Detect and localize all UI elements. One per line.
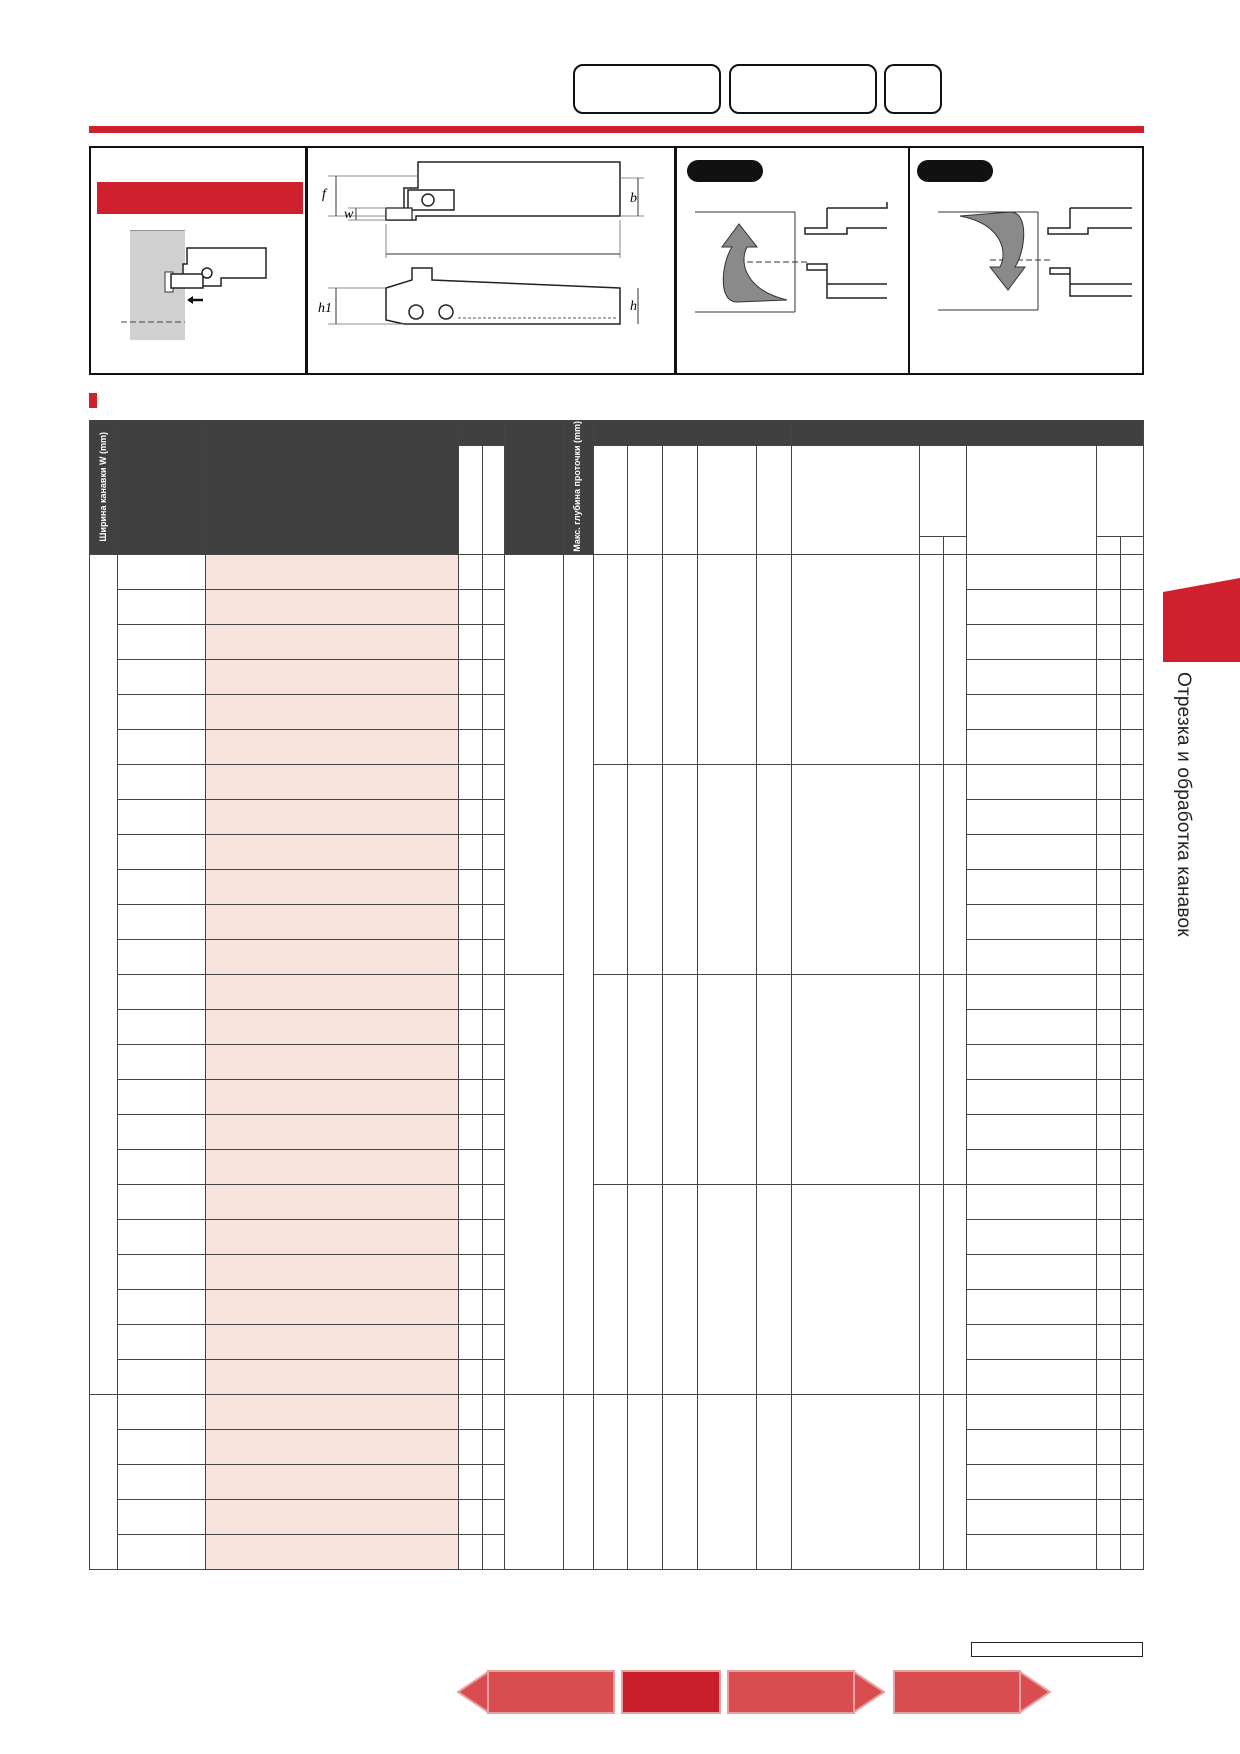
toolholder-code-cell	[118, 974, 206, 1009]
insert-code-cell	[967, 904, 1096, 939]
toolholder-code-cell	[118, 1079, 206, 1114]
stock-l-cell	[482, 589, 504, 624]
insert-stock-cell	[1120, 904, 1143, 939]
insert-stock-cell	[1120, 1394, 1143, 1429]
parts-cell	[792, 554, 920, 764]
stock-l-cell	[482, 1009, 504, 1044]
insert-code-cell	[967, 974, 1096, 1009]
col-width-header: Ширина канавки W (mm)	[90, 421, 118, 555]
insert-stock-cell	[1120, 729, 1143, 764]
table-row	[90, 1394, 1144, 1429]
group-cell	[504, 1394, 563, 1569]
insert-stock-cell	[1096, 1534, 1120, 1569]
catalog-number-cell[interactable]	[206, 1359, 458, 1394]
insert-code-cell	[967, 1324, 1096, 1359]
catalog-number-cell[interactable]	[206, 939, 458, 974]
insert-code-cell	[967, 659, 1096, 694]
insert-code-cell	[967, 1044, 1096, 1079]
insert-stock-cell	[1096, 1114, 1120, 1149]
insert-stock-cell	[1096, 1394, 1120, 1429]
svg-text:h: h	[630, 299, 637, 314]
application-label-bar	[97, 182, 303, 214]
catalog-number-cell[interactable]	[206, 1429, 458, 1464]
catalog-number-cell[interactable]	[206, 799, 458, 834]
insert-stock-cell	[1096, 1254, 1120, 1289]
stock-l-cell	[482, 1289, 504, 1324]
insert-stock-cell	[1096, 904, 1120, 939]
stock-r-cell	[458, 1534, 482, 1569]
insert-stock-cell	[1120, 1289, 1143, 1324]
stock-l-cell	[482, 869, 504, 904]
insert-stock-cell	[1120, 834, 1143, 869]
stock-r-cell	[458, 589, 482, 624]
toolholder-code-cell	[118, 904, 206, 939]
max-depth-cell	[563, 1394, 593, 1569]
insert-stock-cell	[1096, 589, 1120, 624]
insert-stock-cell	[1096, 939, 1120, 974]
insert-stock-cell	[1120, 659, 1143, 694]
stock-l-cell	[482, 694, 504, 729]
stock-r-cell	[458, 694, 482, 729]
parts-cell	[944, 1184, 967, 1394]
stock-l-cell	[482, 974, 504, 1009]
dimension-cell	[697, 974, 756, 1184]
insert-code-cell	[967, 939, 1096, 974]
stock-r-cell	[458, 624, 482, 659]
insert-stock-cell	[1120, 1464, 1143, 1499]
dimension-cell	[697, 1394, 756, 1569]
parts-cell	[920, 764, 944, 974]
toolholder-code-cell	[118, 1009, 206, 1044]
insert-stock-cell	[1096, 1359, 1120, 1394]
catalog-number-cell[interactable]	[206, 1499, 458, 1534]
dimension-cell	[697, 554, 756, 764]
insert-code-cell	[967, 1394, 1096, 1429]
insert-code-cell	[967, 1499, 1096, 1534]
col-header-3	[206, 421, 458, 555]
catalog-number-cell[interactable]	[206, 1114, 458, 1149]
stock-l-cell	[482, 1149, 504, 1184]
stock-r-cell	[458, 729, 482, 764]
parts-cell	[920, 1394, 944, 1569]
insert-code-cell	[967, 1009, 1096, 1044]
stock-r-cell	[458, 1464, 482, 1499]
catalog-number-cell[interactable]	[206, 764, 458, 799]
stock-l-cell	[482, 1499, 504, 1534]
stock-r-cell	[458, 1219, 482, 1254]
stock-r-cell	[458, 659, 482, 694]
insert-stock-cell	[1120, 764, 1143, 799]
catalog-number-cell[interactable]	[206, 1254, 458, 1289]
stock-r-cell	[458, 1009, 482, 1044]
catalog-number-cell[interactable]	[206, 554, 458, 589]
toolholder-code-cell	[118, 1044, 206, 1079]
insert-stock-cell	[1096, 729, 1120, 764]
insert-stock-cell	[1096, 1324, 1120, 1359]
stock-l-cell	[482, 834, 504, 869]
dimension-cell	[662, 554, 697, 764]
max-depth-cell	[563, 554, 593, 1394]
insert-stock-cell	[1096, 1499, 1120, 1534]
insert-stock-cell	[1096, 1429, 1120, 1464]
parts-cell	[792, 974, 920, 1184]
insert-stock-cell	[1096, 834, 1120, 869]
toolholder-code-cell	[118, 1534, 206, 1569]
stock-r-cell	[458, 834, 482, 869]
insert-stock-cell	[1096, 624, 1120, 659]
group-cell	[504, 554, 563, 974]
toolholder-code-cell	[118, 1289, 206, 1324]
tool-holder-diagram-icon	[308, 148, 674, 373]
stock-l-cell	[482, 729, 504, 764]
stock-l-cell	[482, 1184, 504, 1219]
insert-stock-cell	[1120, 974, 1143, 1009]
parts-cell	[920, 974, 944, 1184]
page-footer-box	[971, 1642, 1143, 1657]
insert-stock-cell	[1120, 554, 1143, 589]
insert-code-cell	[967, 1534, 1096, 1569]
insert-code-cell	[967, 1464, 1096, 1499]
dimension-cell	[662, 1394, 697, 1569]
parts-cell	[944, 764, 967, 974]
toolholder-code-cell	[118, 1149, 206, 1184]
nav-current-button[interactable]	[621, 1670, 721, 1714]
insert-stock-cell	[1096, 974, 1120, 1009]
right-arrow-icon[interactable]	[1018, 1670, 1054, 1714]
table-header-row-1	[90, 421, 1144, 446]
spec-table	[89, 420, 1144, 1570]
toolholder-code-cell	[118, 624, 206, 659]
catalog-number-cell[interactable]	[206, 694, 458, 729]
catalog-number-cell[interactable]	[206, 869, 458, 904]
stock-l-cell	[482, 939, 504, 974]
catalog-number-cell[interactable]	[206, 729, 458, 764]
insert-stock-cell	[1120, 939, 1143, 974]
insert-code-cell	[967, 729, 1096, 764]
dimension-cell	[757, 1184, 792, 1394]
parts-cell	[792, 764, 920, 974]
insert-code-cell	[967, 624, 1096, 659]
catalog-number-cell[interactable]	[206, 1009, 458, 1044]
stock-l-cell	[482, 659, 504, 694]
insert-stock-cell	[1096, 1219, 1120, 1254]
insert-stock-cell	[1096, 1149, 1120, 1184]
insert-stock-cell	[1120, 1079, 1143, 1114]
insert-stock-cell	[1096, 1289, 1120, 1324]
stock-l-cell	[482, 1534, 504, 1569]
stock-r-cell	[458, 554, 482, 589]
catalog-number-cell[interactable]	[206, 1219, 458, 1254]
dimension-cell	[627, 1394, 662, 1569]
dimension-panel	[306, 146, 676, 375]
header-rule	[89, 126, 1144, 133]
section-marker	[89, 393, 97, 408]
insert-code-cell	[967, 1184, 1096, 1219]
parts-cell	[920, 554, 944, 764]
insert-code-cell	[967, 694, 1096, 729]
stock-r-cell	[458, 939, 482, 974]
rotation-panel-1	[675, 146, 910, 375]
spec-table-body	[90, 554, 1144, 1569]
insert-code-cell	[967, 1429, 1096, 1464]
insert-stock-cell	[1120, 1009, 1143, 1044]
header-tab-2[interactable]	[729, 64, 877, 114]
stock-r-cell	[458, 1044, 482, 1079]
dimension-cell	[662, 764, 697, 974]
header-tab-3[interactable]	[884, 64, 942, 114]
header-tab-1[interactable]	[573, 64, 721, 114]
catalog-number-cell[interactable]	[206, 974, 458, 1009]
stock-r-cell	[458, 1184, 482, 1219]
stock-l-cell	[482, 1429, 504, 1464]
insert-stock-cell	[1096, 554, 1120, 589]
stock-l-cell	[482, 764, 504, 799]
table-row	[90, 554, 1144, 589]
dimension-cell	[627, 974, 662, 1184]
group-cell	[504, 974, 563, 1394]
toolholder-code-cell	[118, 1464, 206, 1499]
dimension-cell	[697, 764, 756, 974]
insert-code-cell	[967, 834, 1096, 869]
col-header-2	[118, 421, 206, 555]
toolholder-code-cell	[118, 1219, 206, 1254]
dimension-cell	[627, 764, 662, 974]
stock-l-cell	[482, 1044, 504, 1079]
left-arrow-icon[interactable]	[454, 1670, 490, 1714]
parts-cell	[792, 1184, 920, 1394]
insert-code-cell	[967, 554, 1096, 589]
stock-r-cell	[458, 1289, 482, 1324]
insert-stock-cell	[1120, 1149, 1143, 1184]
insert-stock-cell	[1120, 694, 1143, 729]
insert-stock-cell	[1120, 1324, 1143, 1359]
toolholder-code-cell	[118, 1254, 206, 1289]
insert-code-cell	[967, 799, 1096, 834]
dimension-cell	[697, 1184, 756, 1394]
insert-code-cell	[967, 869, 1096, 904]
insert-code-cell	[967, 1359, 1096, 1394]
catalog-number-cell[interactable]	[206, 589, 458, 624]
stock-l-cell	[482, 1079, 504, 1114]
insert-stock-cell	[1096, 1009, 1120, 1044]
insert-stock-cell	[1120, 1359, 1143, 1394]
stock-r-cell	[458, 1359, 482, 1394]
rotation-panel-2	[908, 146, 1144, 375]
insert-stock-cell	[1096, 764, 1120, 799]
svg-text:h1: h1	[318, 301, 332, 316]
toolholder-code-cell	[118, 939, 206, 974]
insert-stock-cell	[1120, 1219, 1143, 1254]
stock-r-cell	[458, 1394, 482, 1429]
insert-stock-cell	[1120, 799, 1143, 834]
toolholder-code-cell	[118, 869, 206, 904]
insert-code-cell	[967, 1149, 1096, 1184]
stock-r-cell	[458, 799, 482, 834]
col-group-header-1	[593, 421, 791, 446]
catalog-number-cell[interactable]	[206, 1289, 458, 1324]
toolholder-code-cell	[118, 1184, 206, 1219]
insert-stock-cell	[1096, 1464, 1120, 1499]
stock-l-cell	[482, 1219, 504, 1254]
dimension-cell	[757, 764, 792, 974]
dimension-cell	[593, 974, 627, 1184]
stock-l-cell	[482, 554, 504, 589]
catalog-number-cell[interactable]	[206, 1184, 458, 1219]
toolholder-code-cell	[118, 834, 206, 869]
insert-stock-cell	[1096, 799, 1120, 834]
insert-stock-cell	[1120, 589, 1143, 624]
insert-stock-cell	[1120, 1114, 1143, 1149]
toolholder-code-cell	[118, 554, 206, 589]
right-arrow-icon[interactable]	[852, 1670, 888, 1714]
width-group-cell	[90, 554, 118, 1394]
insert-stock-cell	[1096, 1044, 1120, 1079]
col-group-header-2	[792, 421, 1144, 446]
table-row	[90, 764, 1144, 799]
insert-code-cell	[967, 1289, 1096, 1324]
dimension-cell	[593, 764, 627, 974]
section-side-title: Отрезка и обработка канавок	[1173, 672, 1194, 937]
dimension-cell	[593, 1184, 627, 1394]
insert-code-cell	[967, 764, 1096, 799]
insert-stock-cell	[1120, 869, 1143, 904]
stock-r-cell	[458, 1149, 482, 1184]
catalog-number-cell[interactable]	[206, 904, 458, 939]
dimension-cell	[757, 974, 792, 1184]
insert-stock-cell	[1096, 1184, 1120, 1219]
dimension-cell	[757, 1394, 792, 1569]
stock-r-cell	[458, 1324, 482, 1359]
stock-r-cell	[458, 1079, 482, 1114]
toolholder-code-cell	[118, 1324, 206, 1359]
rotation-arrow-icon	[910, 172, 1142, 372]
stock-l-cell	[482, 904, 504, 939]
stock-r-cell	[458, 1114, 482, 1149]
insert-stock-cell	[1120, 624, 1143, 659]
stock-l-cell	[482, 1464, 504, 1499]
insert-stock-cell	[1120, 1534, 1143, 1569]
insert-stock-cell	[1096, 659, 1120, 694]
catalog-number-cell[interactable]	[206, 659, 458, 694]
stock-r-cell	[458, 974, 482, 1009]
toolholder-code-cell	[118, 729, 206, 764]
stock-r-cell	[458, 1429, 482, 1464]
parts-cell	[944, 974, 967, 1184]
parts-cell	[944, 1394, 967, 1569]
dimension-cell	[662, 1184, 697, 1394]
stock-r-cell	[458, 869, 482, 904]
table-row	[90, 974, 1144, 1009]
stock-l-cell	[482, 799, 504, 834]
dimension-cell	[593, 554, 627, 764]
stock-r-cell	[458, 1499, 482, 1534]
dimension-cell	[662, 974, 697, 1184]
toolholder-code-cell	[118, 1114, 206, 1149]
toolholder-code-cell	[118, 1359, 206, 1394]
toolholder-code-cell	[118, 659, 206, 694]
svg-text:f: f	[322, 187, 326, 202]
stock-l-cell	[482, 1114, 504, 1149]
insert-stock-cell	[1120, 1044, 1143, 1079]
toolholder-code-cell	[118, 1429, 206, 1464]
catalog-number-cell[interactable]	[206, 1079, 458, 1114]
nav-next-button[interactable]	[727, 1670, 855, 1714]
catalog-number-cell[interactable]	[206, 1394, 458, 1429]
parts-cell	[944, 554, 967, 764]
stock-r-cell	[458, 1254, 482, 1289]
toolholder-code-cell	[118, 1499, 206, 1534]
dimension-cell	[627, 554, 662, 764]
svg-text:b: b	[630, 191, 637, 206]
stock-l-cell	[482, 1394, 504, 1429]
insert-stock-cell	[1096, 694, 1120, 729]
dimension-cell	[627, 1184, 662, 1394]
stock-l-cell	[482, 1254, 504, 1289]
toolholder-code-cell	[118, 694, 206, 729]
grooving-application-icon	[91, 230, 305, 370]
svg-text:w: w	[344, 207, 354, 222]
catalog-number-cell[interactable]	[206, 1044, 458, 1079]
table-row	[90, 1184, 1144, 1219]
dimension-cell	[593, 1394, 627, 1569]
stock-l-cell	[482, 1324, 504, 1359]
catalog-number-cell[interactable]	[206, 1324, 458, 1359]
insert-code-cell	[967, 1079, 1096, 1114]
insert-stock-cell	[1120, 1499, 1143, 1534]
catalog-number-cell[interactable]	[206, 1149, 458, 1184]
rotation-arrow-icon	[677, 172, 908, 372]
toolholder-code-cell	[118, 589, 206, 624]
insert-code-cell	[967, 1219, 1096, 1254]
col-header-5	[504, 421, 563, 555]
parts-cell	[920, 1184, 944, 1394]
catalog-number-cell[interactable]	[206, 834, 458, 869]
insert-stock-cell	[1120, 1184, 1143, 1219]
insert-code-cell	[967, 589, 1096, 624]
parts-cell	[792, 1394, 920, 1569]
insert-stock-cell	[1120, 1254, 1143, 1289]
dimension-cell	[757, 554, 792, 764]
toolholder-code-cell	[118, 1394, 206, 1429]
width-group-cell	[90, 1394, 118, 1569]
insert-stock-cell	[1096, 869, 1120, 904]
nav-last-button[interactable]	[893, 1670, 1021, 1714]
catalog-number-cell[interactable]	[206, 1464, 458, 1499]
col-max-depth-header: Макс. глубина проточки (mm)	[563, 421, 593, 555]
insert-code-cell	[967, 1114, 1096, 1149]
toolholder-code-cell	[118, 799, 206, 834]
stock-l-cell	[482, 1359, 504, 1394]
stock-r-cell	[458, 904, 482, 939]
col-header-4	[458, 421, 504, 446]
application-panel	[89, 146, 307, 375]
toolholder-code-cell	[118, 764, 206, 799]
insert-code-cell	[967, 1254, 1096, 1289]
catalog-number-cell[interactable]	[206, 624, 458, 659]
stock-l-cell	[482, 624, 504, 659]
insert-stock-cell	[1120, 1429, 1143, 1464]
section-side-tab[interactable]	[1163, 578, 1240, 662]
nav-prev-button[interactable]	[487, 1670, 615, 1714]
catalog-number-cell[interactable]	[206, 1534, 458, 1569]
stock-r-cell	[458, 764, 482, 799]
insert-stock-cell	[1096, 1079, 1120, 1114]
